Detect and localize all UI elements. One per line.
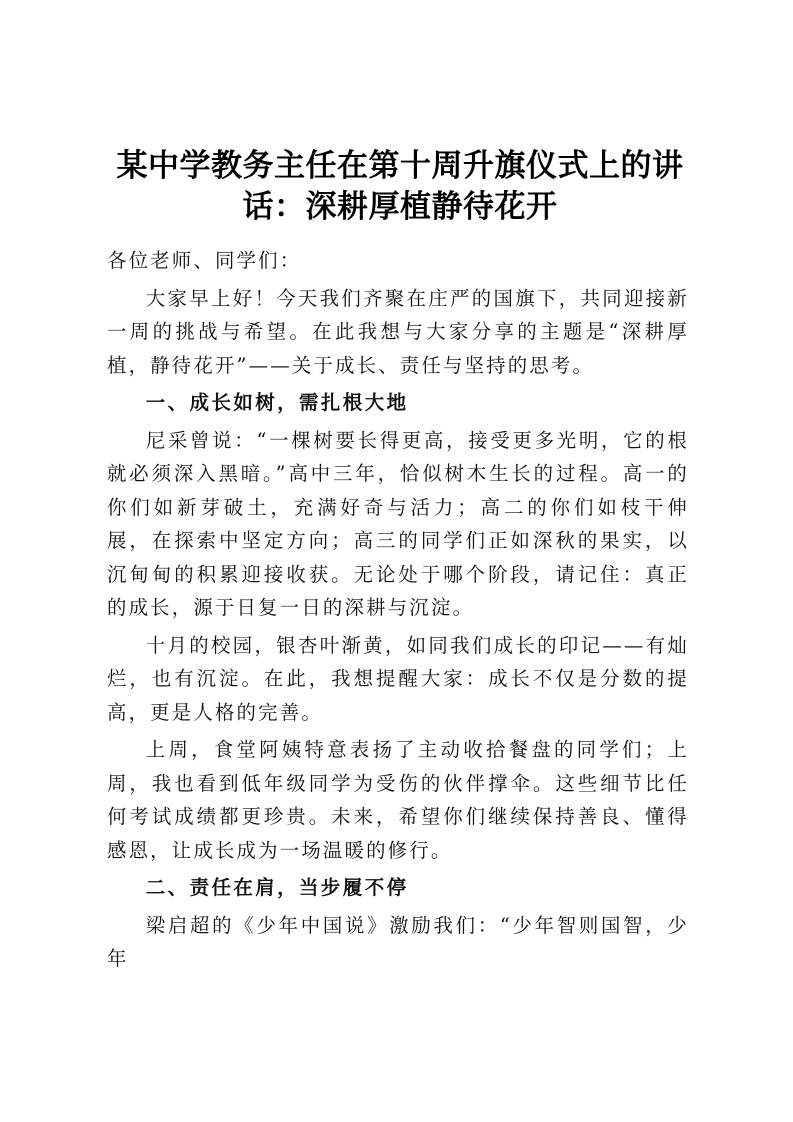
section-heading-1: 一、成长如树，需扎根大地 xyxy=(145,391,409,414)
paragraph-growth-tree: 尼采曾说：“一棵树要长得更高，接受更多光明，它的根就必须深入黑暗。”高中三年，恰似树木生长的过程。高一的你们如新芽破土，充满好奇与活力；高二的你们如枝干伸展，在探索中坚定方向；高三的同学们正如深秋的果实，以沉甸甸的积累迎接收获。无论处于哪个阶段，请记住：真正的成长，源于日复一日的深耕与沉淀。 xyxy=(107,428,689,619)
section-heading-2: 二、责任在肩，当步履不停 xyxy=(145,876,409,899)
paragraph-october-campus: 十月的校园，银杏叶渐黄，如同我们成长的印记——有灿烂，也有沉淀。在此，我想提醒大家：成长不仅是分数的提高，更是人格的完善。 xyxy=(107,633,689,724)
salutation: 各位老师、同学们： xyxy=(107,249,302,272)
document-title: 某中学教务主任在第十周升旗仪式上的讲话：深耕厚植静待花开 xyxy=(116,148,684,225)
paragraph-liang-qichao: 梁启超的《少年中国说》激励我们：“少年智则国智，少年 xyxy=(107,913,689,970)
paragraph-greeting: 大家早上好！今天我们齐聚在庄严的国旗下，共同迎接新一周的挑战与希望。在此我想与大家分享的主题是“深耕厚植，静待花开”——关于成长、责任与坚持的思考。 xyxy=(107,286,689,377)
document-body xyxy=(107,244,689,980)
paragraph-last-week: 上周，食堂阿姨特意表扬了主动收拾餐盘的同学们；上周，我也看到低年级同学为受伤的伙伴撑伞。这些细节比任何考试成绩都更珍贵。未来，希望你们继续保持善良、懂得感恩，让成长成为一场温暖的修行。 xyxy=(107,738,689,862)
